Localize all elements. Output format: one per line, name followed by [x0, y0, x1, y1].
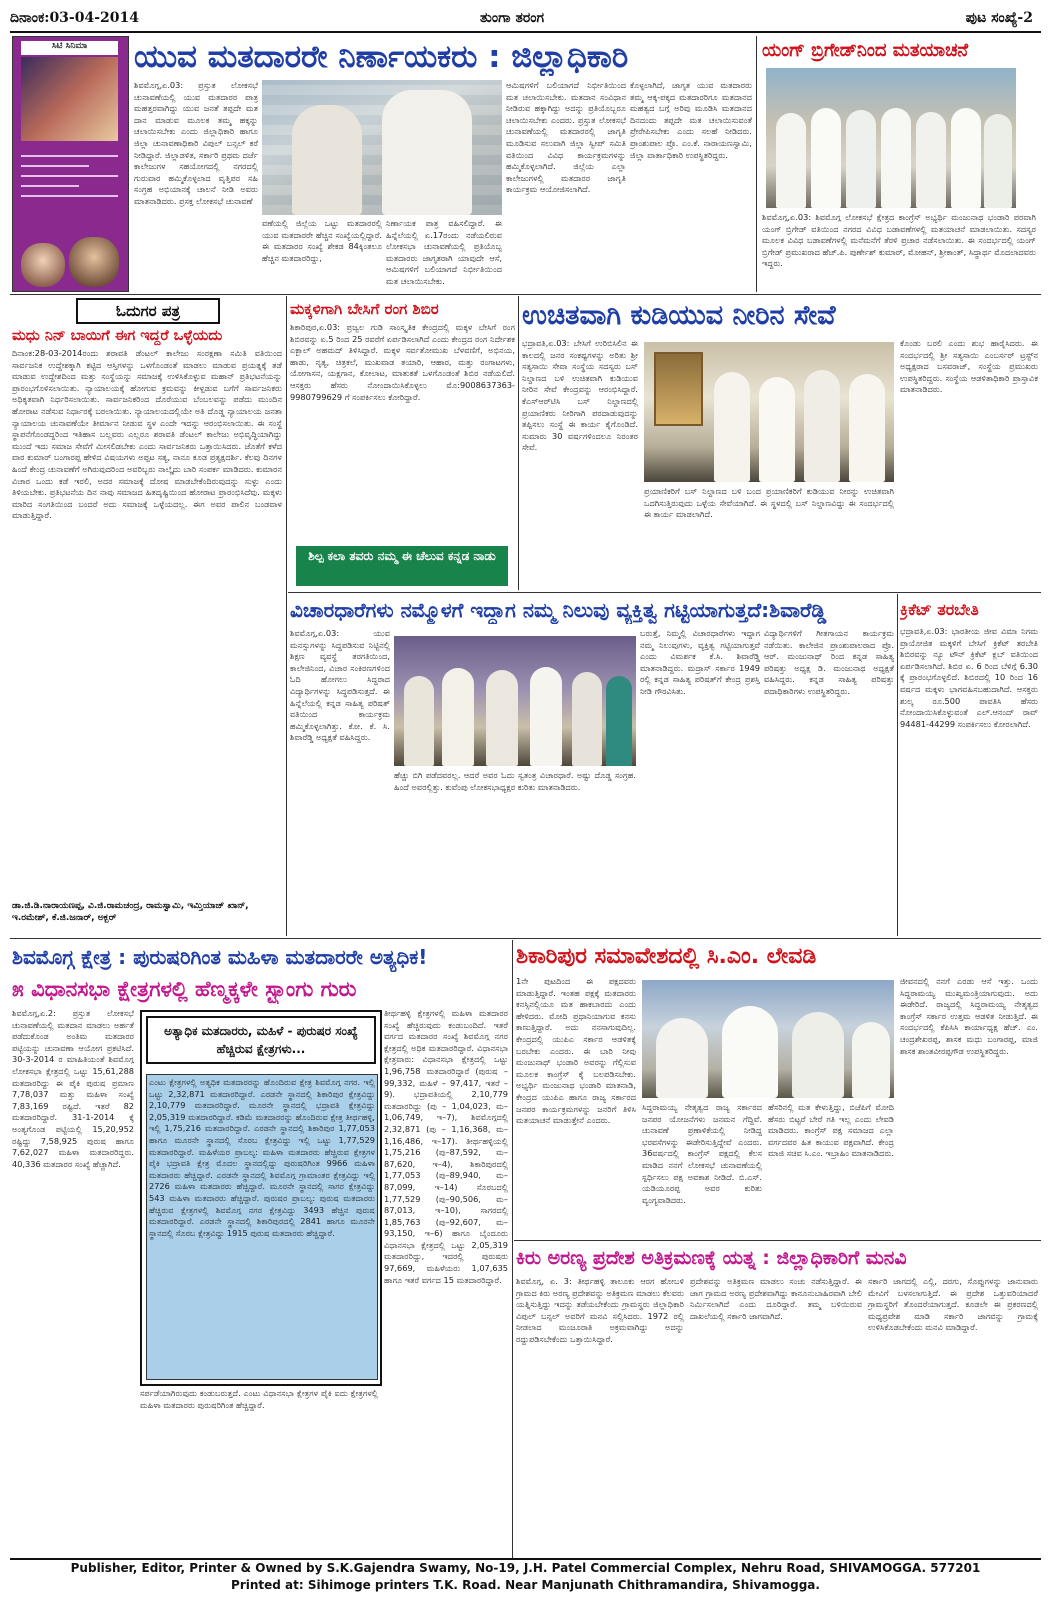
women-voters-bottom-strip: ಸರ್ಪಡೆಯಾಗಿರುವುದು ಕಂಡುಬರುತ್ತದೆ. ಎಂಟು ವಿಧಾನಸಭಾ ಕ್ಷೇತ್ರಗಳ ಪೈಕಿ ಐದು ಕ್ಷೇತ್ರಗಳಲ್ಲಿ ಮಹಿಳಾ ಮತದಾರರು ಪುರುಷರಿಗಿಂತ ಹೆಚ್ಚಿದ್ದಾರೆ. [140, 1388, 378, 1410]
vichara-col-1: ಶಿವಮೊಗ್ಗ,ಏ.03: ಯುವ ಮನಸ್ಸುಗಳನ್ನು ಸಿದ್ಧಪಡಿಸುವ ನಿಟ್ಟಿನಲ್ಲಿ ಶಿಕ್ಷಣ ವ್ಯವಸ್ಥೆ ತರಗತಿಯಿಂದ, ಕಾಲೇಜಿನಿಂದ, ವಿಚಾರ ಸಂಕಿರಣಗಳಿಂದ ಓದಿ ಹೋಗಲು ಸಿದ್ಧರಾದ ವಿದ್ಯಾರ್ಥಿಗಳನ್ನು ಸಿದ್ಧಪಡಿಸುತ್ತದೆ. ಈ ಹಿನ್ನೆಲೆಯಲ್ಲಿ ಕನ್ನಡ ಸಾಹಿತ್ಯ ಪರಿಷತ್ ವತಿಯಿಂದ ಕಾರ್ಯಕ್ರಮ ಹಮ್ಮಿಕೊಳ್ಳಲಾಗಿತ್ತು. ಕೋ. ಕೆ. ಸಿ. ಶಿವಾರೆಡ್ಡಿ ಅಧ್ಯಕ್ಷತೆ ವಹಿಸಿದ್ದರು. [290, 628, 390, 743]
forest-headline: ಕಿರು ಅರಣ್ಯ ಪ್ರದೇಶ ಅತಿಕ್ರಮಣಕ್ಕೆ ಯತ್ನ : ಜಿಲ್ಲಾಧಿಕಾರಿಗೆ ಮನವಿ [516, 1247, 907, 1269]
kids-camp-body: ಶಿಕಾರಿಪುರ,ಏ.03: ಪ್ರಜ್ವಲ ಗುಡಿ ಸಾಂಸ್ಕೃತಿಕ ಕೇಂದ್ರದಲ್ಲಿ ಮಕ್ಕಳ ಬೇಸಿಗೆ ರಂಗ ಶಿಬಿರವನ್ನು ಏ.5 ರಿಂದ 25 ರವರೆಗೆ ಏರ್ಪಡಿಸಲಾಗಿದೆ ಎಂದು ಕೇಂದ್ರದ ರಂಗ ನಿರ್ದೇಶಕ ಎಕ್ಬಾಲ್ ಅಹಮದ್ ತಿಳಿಸಿದ್ದಾರೆ. ಮಕ್ಕಳ ಸರ್ವತೋಮುಖ ಬೆಳವಣಿಗೆ, ಅಭಿನಯ, ಹಾಡು, ನೃತ್ಯ, ಚಿತ್ರಕಲೆ, ಮುಖವಾಡ ತಯಾರಿ, ಆಹಾರ, ಮತ್ತು ರಂಗಾಟಗಳು, ಯೋಗಾಸನ, ಯಕ್ಷಗಾನ, ಕೋಲಾಟ, ಮಾತುಕತೆ ಒಳಗೊಂಡಂತೆ ಶಿಬಿರ ನಡೆಯಲಿದೆ. ಆಸಕ್ತರು ಹೆಸರು ನೋಂದಾಯಿಸಿಕೊಳ್ಳಲು ಮೊ:9008637363-9980799629 ಗೆ ಸಂಪರ್ಕಿಸಲು ಕೋರಿದ್ದಾರೆ. [290, 322, 515, 402]
lead-headline: ಯುವ ಮತದಾರರೇ ನಿರ್ಣಾಯಕರು : ಜಿಲ್ಲಾಧಿಕಾರಿ [134, 39, 629, 75]
cricket-body: ಭದ್ರಾವತಿ,ಏ.03: ಭಾರತೀಯ ಜೀವ ವಿಮಾ ನಿಗಮ ಪ್ರಾಯೋಜಿತ ಮಕ್ಕಳಿಗೆ ಬೇಸಿಗೆ ಕ್ರಿಕೆಟ್ ತರಬೇತಿ ಶಿಬಿರವನ್ನು ನ್ಯೂ ಟೌನ್ ಕ್ರಿಕೆಟ್ ಕ್ಲಬ್ ವತಿಯಿಂದ ಏರ್ಪಡಿಸಲಾಗಿದೆ. ಶಿಬಿರ ಏ. 6 ರಿಂದ ಬೆಳಿಗ್ಗೆ 6.30 ಕ್ಕೆ ಪ್ರಾರಂಭಗೊಳ್ಳಲಿದೆ. ಶಿಬಿರದಲ್ಲಿ 10 ರಿಂದ 16 ವರ್ಷದ ಮಕ್ಕಳು ಭಾಗವಹಿಸಬಹುದಾಗಿದೆ. ಆಸಕ್ತರು ಶುಲ್ಕ ರೂ.500 ಪಾವತಿಸಿ ಹೆಸರು ನೋಂದಾಯಿಸಿಕೊಳ್ಳುವಂತೆ ಎಲ್.ಆನಂದ್ ರಾವ್ 94481-44299 ಸಂಪರ್ಕಿಸಲು ಕೋರಲಾಗಿದೆ. [900, 626, 1038, 729]
forest-col-2: ಪ್ರದೇಶವನ್ನು ಅತಿಕ್ರಮಣ ಮಾಡಲು ಸಂಚು ನಡೆಸುತ್ತಿದ್ದಾರೆ. ಈ ಜಾಗ ಗ್ರಾಮದ ಅರಣ್ಯ ಪ್ರದೇಶವಾಗಿದ್ದು ಕಾನೂನುಬಾಹಿರವಾಗಿ ಬೇಲಿ ನಿರ್ಮಿಸಲಾಗಿದೆ ಎಂದು ದೂರಿದ್ದಾರೆ. ತಮ್ಮ ಬಳಿಯಿರುವ ದಾಖಲೆಯಲ್ಲಿ ಸರ್ಕಾರಿ ಜಾಗವಾಗಿದೆ. [690, 1276, 862, 1321]
reader-letters-signature: ಡಾ.ಜಿ.ಡಿ.ನಾರಾಯಣಪ್ಪ, ವಿ.ಜಿ.ರಾಮಚಂದ್ರ, ರಾಮಸ್ವಾಮಿ, ಇಮ್ತಿಯಾಜ್ ಖಾನ್, ಇ.ರಮೇಶ್, ಕೆ.ಜಿ.ಜನಾರ್, ಅಕ್ಬರ್ [12, 901, 249, 923]
women-voters-headline: ಶಿವಮೊಗ್ಗ ಕ್ಷೇತ್ರ : ಪುರುಷರಿಗಿಂತ ಮಹಿಳಾ ಮತದಾರರೇ ಅತ್ಯಧಿಕ! [12, 945, 428, 969]
header-rule [10, 31, 1041, 33]
young-brigade-photo [766, 68, 1016, 208]
cm-rally-col-2: ಸಿದ್ದರಾಮಯ್ಯ ನೇತೃತ್ವದ ರಾಜ್ಯ ಸರ್ಕಾರದ ಜನಪರ ಯೋಜನೆಗಳು ಜನಮನ ಗೆದ್ದಿವೆ. ಚುನಾವಣೆ ಪ್ರಣಾಳಿಕೆಯಲ್ಲಿ ನೀಡಿದ್ದ ಭರವಸೆಗಳನ್ನು ಈಡೇರಿಸುತ್ತಿದ್ದೇವೆ ಎಂದರು. 36ವರ್ಷದಲ್ಲಿ ಕಾಂಗ್ರೆಸ್ ಪಕ್ಷದಲ್ಲಿ ಕೆಲಸ ಮಾಡಿದ ನನಗೆ ಲೋಕಸಭೆ ಚುನಾವಣೆಯಲ್ಲಿ ಸ್ಪರ್ಧಿಸಲು ಪಕ್ಷ ಅವಕಾಶ ನೀಡಿದೆ. ಬಿ.ಎಸ್. ಯಡಿಯೂರಪ್ಪ ಅವರ ಕುರಿತು ವ್ಯಂಗ್ಯವಾಡಿದರು. [642, 1102, 762, 1205]
cm-rally-headline: ಶಿಕಾರಿಪುರ ಸಮಾವೇಶದಲ್ಲಿ ಸಿ.ಎಂ. ಲೇವಡಿ [516, 944, 817, 969]
lead-photo [262, 80, 502, 215]
forest-col-1: ಶಿವಮೊಗ್ಗ, ಏ. 3: ತೀರ್ಥಹಳ್ಳಿ ತಾಲೂಕು ಆರಗ ಹೋಬಳಿ ಗ್ರಾಮದ ಕಿರು ಅರಣ್ಯ ಪ್ರದೇಶವನ್ನು ಅತಿಕ್ರಮಣ ಮಾಡಲು ಕೆಲವರು ಯತ್ನಿಸುತ್ತಿದ್ದು ಇದನ್ನು ತಡೆಯಬೇಕೆಂದು ಗ್ರಾಮಸ್ಥರು ಜಿಲ್ಲಾಧಿಕಾರಿ ವಿಪುಲ್ ಬನ್ಸಲ್ ಅವರಿಗೆ ಮನವಿ ಸಲ್ಲಿಸಿದರು. 1972 ರಲ್ಲಿ ನೀಡಲಾದ ಮಂಜೂರಾತಿ ಅಕ್ರಮವಾಗಿದ್ದು ಅದನ್ನು ರದ್ದುಪಡಿಸಬೇಕೆಂದು ಒತ್ತಾಯಿಸಿದ್ದಾರೆ. [516, 1276, 684, 1344]
vichara-headline: ವಿಚಾರಧಾರೆಗಳು ನಮ್ಮೊಳಗೆ ಇದ್ದಾಗ ನಮ್ಮ ನಿಲುವು ವ್ಯಕ್ತಿತ್ವ ಗಟ್ಟಿಯಾಗುತ್ತದೆ:ಶಿವಾರೆಡ್ಡಿ [290, 598, 827, 622]
lead-col-2: ವಣೆಯಲ್ಲಿ ಜಿಲ್ಲೆಯ ಒಟ್ಟು ಮತದಾರರಲ್ಲಿ ಯುವ ಮತದಾರರೇ ಹೆಚ್ಚಿನ ಸಂಖ್ಯೆಯಲ್ಲಿದ್ದಾರೆ. ಈ ಮತದಾರರ ಸಂಖ್ಯೆ ಶೇಕಡ 84ಕ್ಕಿಂತಲೂ ಹೆಚ್ಚಿನ ಮತದಾರರಿದ್ದು, [262, 218, 382, 263]
vichara-col-4: ವಿದ್ಯಾರ್ಥಿಗಳಿಗೆ ಗೀತಗಾಯನ ಕಾರ್ಯಕ್ರಮ ನಡೆಯಿತು. ಕಾಲೇಜಿನ ಪ್ರಾಂಶುಪಾಲರಾದ ಪ್ರೊ. ಆರ್. ಮಂಜುನಾಥ್ ರಿಂದ ಕನ್ನಡ ಸಾಹಿತ್ಯ ಪರಿಷತ್ತು ಅಧ್ಯಕ್ಷ ಡಿ. ಮಂಜುನಾಥ ಅಧ್ಯಕ್ಷತೆ ವಹಿಸಿದ್ದರು. ಕನ್ನಡ ಸಾಹಿತ್ಯ ಪರಿಷತ್ತು ಪದಾಧಿಕಾರಿಗಳು ಉಪಸ್ಥಿತರಿದ್ದರು. [764, 628, 894, 696]
cricket-headline: ಕ್ರಿಕೆಟ್ ತರಬೇತಿ [900, 600, 979, 619]
free-water-col-2: ಪ್ರಯಾಣಿಕರಿಗೆ ಬಸ್ ನಿಲ್ದಾಣದ ಬಳಿ ಬಂದ ಪ್ರಯಾಣಿಕರಿಗೆ ಕುಡಿಯುವ ನೀರನ್ನು ಉಚಿತವಾಗಿ ಒದಗಿಸುತ್ತಿರುವುದು ಒಳ್ಳೆಯ ಸೇವೆಯಾಗಿದೆ. ಈ ಸ್ಥಳದಲ್ಲಿ ಬಸ್ ನಿಲ್ದಾಣವಿದ್ದು ಈ ಸಂದರ್ಭದಲ್ಲಿ ಈ ಕಾರ್ಯ ಮಾಡಲಾಗಿದೆ. [644, 486, 894, 520]
free-water-col-1: ಭದ್ರಾವತಿ,ಏ.03: ಬೇಸಿಗೆ ಉರಿಬಿಸಿಲಿನ ಈ ಕಾಲದಲ್ಲಿ ಜನರ ಸಂಕಷ್ಟಗಳನ್ನು ಅರಿತು ಶ್ರೀ ಸತ್ಯಸಾಯಿ ಸೇವಾ ಸಂಸ್ಥೆಯ ಸದಸ್ಯರು ಬಸ್ ನಿಲ್ದಾಣದ ಬಳಿ ಉಚಿತವಾಗಿ ಕುಡಿಯುವ ನೀರಿನ ಸೇವೆ ಕೇಂದ್ರವನ್ನು ಆರಂಭಿಸಿದ್ದಾರೆ. ಕೆಎಸ್‌ಆರ್‌ಟಿಸಿ ಬಸ್ ನಿಲ್ದಾಣದಲ್ಲಿ ಪ್ರಯಾಣಿಕರು ನೀರಿಗಾಗಿ ಪರದಾಡುವುದನ್ನು ತಪ್ಪಿಸಲು ಸಂಸ್ಥೆ ಈ ಕಾರ್ಯ ಕೈಗೊಂಡಿದೆ. ಸುಮಾರು 30 ವರ್ಷಗಳಿಂದಲೂ ನಿರಂತರ ಸೇವೆ. [522, 338, 638, 453]
imprint-line-2: Printed at: Sihimoge printers T.K. Road. Near Manjunath Chithramandira, Shivamogga. [231, 1578, 820, 1592]
cm-rally-col-1: 1ನೇ ಪುಟದಿಂದ ಈ ಪಕ್ಷದವರು ಮಾಡುತ್ತಿದ್ದಾರೆ. ಇಂತಹ ಪಕ್ಷಕ್ಕೆ ಮತದಾರರು ಕನಸ್ಸಿನಲ್ಲಿಯೂ ಮತ ಹಾಕಬಾರದು ಎಂದು ಹೇಳಿದರು. ಮೋದಿ ಪ್ರಧಾನಿಯಾಗುವ ಕನಸು ಕಾಣುತ್ತಿದ್ದಾರೆ. ಅದು ನನಸಾಗುವುದಿಲ್ಲ. ಕೇಂದ್ರದಲ್ಲಿ ಯುಪಿಎ ಸರ್ಕಾರ ಆಡಳಿತಕ್ಕೆ ಬರಬೇಕು ಎಂದರು. ಈ ಬಾರಿ ನೀವು ಮಂಜುನಾಥ್ ಭಂಡಾರಿ ಅವರನ್ನು ಗೆಲ್ಲಿಸುವ ಮೂಲಕ ಕಾಂಗ್ರೆಸ್ ಕೈ ಬಲಪಡಿಸಬೇಕು. ಅಭ್ಯರ್ಥಿ ಮಂಜುನಾಥ ಭಂಡಾರಿ ಮಾತನಾಡಿ, ಕೇಂದ್ರದ ಯುಪಿಎ ಹಾಗೂ ರಾಜ್ಯ ಸರ್ಕಾರದ ಜನಪರ ಕಾರ್ಯಕ್ರಮಗಳನ್ನು ಜನರಿಗೆ ತಿಳಿಸಿ ಮತಯಾಚನೆ ಮಾಡುತ್ತೇನೆ ಎಂದರು. [516, 976, 636, 1126]
reader-letters-headline: ಮಧು ನಿನ್ ಬಾಯಿಗೆ ಈಗ ಇದ್ದರೆ ಒಳ್ಳೆಯದು [12, 328, 223, 344]
voters-stats-box [140, 1010, 382, 1386]
masthead [10, 6, 1041, 32]
young-brigade-body: ಶಿವಮೊಗ್ಗ,ಏ.03: ಶಿವಮೊಗ್ಗ ಲೋಕಸಭೆ ಕ್ಷೇತ್ರದ ಕಾಂಗ್ರೆಸ್ ಅಭ್ಯರ್ಥಿ ಮಂಜುನಾಥ ಭಂಡಾರಿ ಪರವಾಗಿ ಯಂಗ್ ಬ್ರಿಗೇಡ್ ವತಿಯಿಂದ ನಗರದ ವಿವಿಧ ಬಡಾವಣೆಗಳಲ್ಲಿ ಮತಯಾಚನೆ ಮಾಡಲಾಯಿತು. ಸದಸ್ಯರ ಮೂಲಕ ವಿವಿಧ ಬಡಾವಣೆಗಳಲ್ಲಿ ಮನೆಮನೆಗೆ ತೆರಳಿ ಪ್ರಚಾರ ನಡೆಸಲಾಯಿತು. ಈ ಸಂದರ್ಭದಲ್ಲಿ ಯಂಗ್ ಬ್ರಿಗೇಡ್ ಪ್ರಮುಖರಾದ ಹೆಚ್.ಪಿ. ಪುರ್ಣೇಶ್ ಕುಮಾರ್, ಮೋಹನ್, ಶ್ರೀಕಾಂತ್, ಸಿದ್ಧಾರ್ಥ ಮೊದಲಾದವರು ಇದ್ದರು. [762, 212, 1036, 269]
voters-stats-box-title: ಅತ್ಯಾಧಿಕ ಮತದಾರರು, ಮಹಿಳೆ - ಪುರುಷರ ಸಂಖ್ಯೆ ಹೆಚ್ಚಿರುವ ಕ್ಷೇತ್ರಗಳು... [146, 1016, 376, 1064]
women-voters-col-1: ಶಿವಮೊಗ್ಗ,ಏ.2: ಪ್ರಸ್ತುತ ಲೋಕಸಭೆ ಚುನಾವಣೆಯಲ್ಲಿ ಮತದಾನ ಮಾಡಲು ಅರ್ಹತೆ ಪಡೆದುಕೊಂಡ ಅಂತಿಮ ಮತದಾರರ ಪಟ್ಟಿಯನ್ನು ಚುನಾವಣಾ ಆಯೋಗ ಪ್ರಕಟಿಸಿದೆ. 30-3-2014 ರ ಮಾಹಿತಿಯಂತೆ ಶಿವಮೊಗ್ಗ ಲೋಕಸಭಾ ಕ್ಷೇತ್ರದಲ್ಲಿ ಒಟ್ಟು 15,61,288 ಮತದಾರರಿದ್ದು ಈ ಪೈಕಿ ಪುರುಷ ಪ್ರಮಾಣ 7,78,037 ಮತ್ತು ಮಹಿಳಾ ಸಂಖ್ಯೆ 7,83,169 ರಷ್ಟಿದೆ. ಇತರೆ 82 ಮತದಾರರಿದ್ದಾರೆ. 31-1-2014 ಕ್ಕೆ ಅಂತ್ಯಗೊಂಡ ಪಟ್ಟಿಯಲ್ಲಿ 15,20,952 ರಷ್ಟಿದ್ದು 7,58,925 ಪುರುಷ ಹಾಗೂ 7,62,027 ಮಹಿಳಾ ಮತದಾರರಿದ್ದರು. 40,336 ಮತದಾರರ ಸಂಖ್ಯೆ ಹೆಚ್ಚಾಗಿದೆ. [12, 1008, 134, 1169]
lead-col-5: ಕೊಳ್ಳಲಾಗಿದೆ, ಜಾಗೃತ ಯುವ ಮತದಾರರು ತಮ್ಮ ಆಕ್ಕ-ಪಕ್ಕದ ಮತದಾರರಿಗೂ ಮತದಾನದ ಮಹತ್ವದ ಬಗ್ಗೆ ಅರಿವು ಮೂಡಿಸಿ ಮತದಾನದ ದಿನದಂದು ತಪ್ಪದೇ ಮತ ಚಲಾಯಿಸುವಂತೆ ಪ್ರೇರೇಪಿಸಬೇಕು ಎಂದು ಸಲಹೆ ನೀಡಿದರು. ಪ್ರಾಂಶುಪಾಲ ಪ್ರೊ. ಎಂ.ಕೆ. ನಾರಾಯಣಸ್ವಾಮಿ, ಜಿಲ್ಲಾ ವಾರ್ತಾಧಿಕಾರಿ ಉಪಸ್ಥಿತರಿದ್ದರು. [630, 80, 752, 160]
shilpa-banner: ಶಿಲ್ಪ ಕಲಾ ತವರು ನಮ್ಮ ಈ ಚೆಲುವ ಕನ್ನಡ ನಾಡು [296, 546, 508, 586]
imprint [10, 1560, 1041, 1598]
movie-poster [21, 57, 118, 141]
vichara-col-2: ಹೆಚ್ಚು ಬಿಗಿ ಪಡೆದವರಲ್ಲ. ಆದರೆ ಅವರ ಓದು ಸ್ವತಂತ್ರ ವಿಚಾರಧಾರೆ. ಅಷ್ಟು ದೊಡ್ಡ ಸಂಗ್ರಹ. ಹಿಂದೆ ಅವರಲ್ಲಿತ್ತು. ಕುವೆಂಪು ಲೋಕಸಭಾಧ್ಯಕ್ಷರ ಕುರಿತು ಮಾತನಾಡಿದರು. [394, 770, 636, 792]
actor-photo-2 [69, 237, 119, 287]
reader-letters-body: ದಿನಾಂಕ:28-03-2014ರಂದು ಶರಾವತಿ ಡೆಂಟಲ್ ಕಾಲೇಜು ಸಂರಕ್ಷಣಾ ಸಮಿತಿ ವತಿಯಿಂದ ಸಾರ್ವಜನಿಕ ಉದ್ದೇಶಕ್ಕಾಗಿ ಕಟ್ಟಿದ ಆಸ್ತಿಗಳನ್ನು ಒಳಗೊಂಡಂತೆ ಮಾಡಲು ಮಾಡುವ ಪ್ರಯತ್ನಕ್ಕೆ ತಡೆ ಮಾಡುವ ಉದ್ದೇಶದಿಂದ ಮತ್ತು ಸಂಸ್ಥೆಯನ್ನು ಸಮಾಜಕ್ಕೆ ಉಳಿಸಿಕೊಳ್ಳುವ ಮಹಾನ್ ಪ್ರತಿಭಟನೆಯನ್ನು ಪ್ರಾರಂಭಗೊಳಿಸಲಾಯಿತು. ನ್ಯಾಯಾಲಯಕ್ಕೆ ಹೋಗುವ ಕ್ರಮವನ್ನು ಕೀಳ್ಪಡುವ ಬಗೆಗೆ ಸಾರ್ವಜನಿಕರು ಅಧಿಕೃತವಾಗಿ ನಿರ್ಧರಿಸಲಾಯಿತು. ಸಾರ್ವಜನಿಕರಿಂದ ದೊರೆಯುವ ಬೆಂಬಲವನ್ನು ಪಡೆದು ಮುಂದಿನ ಹೋರಾಟ ನಡೆಸುವ ನಿರ್ಧಾರಕ್ಕೆ ಬರಲಾಯಿತು. ನ್ಯಾಯಾಲಯದಲ್ಲಿಯೇ ಅತಿ ದೊಡ್ಡ ನ್ಯಾಯಾಲಯ ಜನತಾ ನ್ಯಾಯಾಲಯ ಚುನಾವಣೆಯೇ ತೀರ್ಮಾನ ನೀಡುವ ಸ್ಥಳ ಎಂದೇ ಇದನ್ನು ಆರಂಭಿಸಲಾಯಿತು. ಈ ಸಂಸ್ಥೆ ಸ್ಥಾಪನೆಗೊಂಡದ್ದರಿಂದ ಇತಿಹಾಸ ಬಲ್ಲವರು ಎಲ್ಲರೂ ಶರಾವತಿ ಡೆಂಟಲ್ ಕಾಲೇಜು ಅಭಿವೃದ್ಧಿಯಾಗಿದ್ದು ಮುಂದೆ ಇದು ಸಮಾಜ ಸೇವೆಗೆ ಮೀಸಲಿಡಬೇಕು ಎಂದು ಸಾರ್ವಜನಿಕರು ಒತ್ತಾಯಿಸಿದರು. ಜೊತೆಗೆ ಕಳೆದ ವಾರ ಕುಮಾರ್ ಬಂಗಾರಪ್ಪ ಹೇಳಿದ ವಿಷಯಗಳು ಅಪ್ಪಟ ಸತ್ಯ, ನಾನೂ ಕೂಡ ಪ್ರತ್ಯಕ್ಷದರ್ಶಿ. ಕೆಲವು ದಿನಗಳ ಹಿಂದೆ ಕೇಂದ್ರ ಚುನಾವಣೆಗೆ ಅಗಿರುವುದರಿಂದ ಅವರಿಬ್ಬರು ನಾಲ್ಕೈದು ಬಾರಿ ಸಂಪರ್ಕ ಮಾಡಿದರು. ಕುಮಾರನ ವಿಚಾರ ಒಂದು ಕಡೆ ಇರಲಿ, ಅದರ ಸಮಾಜಕ್ಕೆ ದೋಷ ಮಾಡಬೇಕೆಂದಿರುವುದನ್ನು ಸುಳ್ಳು ಎಂದು ತಿಳಿಯಬೇಕು. ಪ್ರತಿಭಟನೆಯ ದಿನ ನಾವು ಸಮಾಜದ ಹಿತದೃಷ್ಟಿಯಿಂದ ಹೋರಾಟ ಪ್ರಾರಂಭಿಸಿದೆವು. ಮಕ್ಕಳು ಮಾರಿದ ಸಂಗತಿಯಿಂದ ಬಂದರೆ ಅದು ಸಮಾಜಕ್ಕೆ ಒಳ್ಳೆಯದಲ್ಲ. ಈಗ ಅವರ ಪಾಲಿನ ಬಂಡವಾಳ ಮಾಡುತ್ತಿದ್ದಾರೆ. [12, 348, 282, 521]
reader-letters-title: ಓದುಗರ ಪತ್ರ [76, 298, 220, 324]
lead-col-1: ಶಿವಮೊಗ್ಗ,ಏ.03: ಪ್ರಸ್ತುತ ಲೋಕಸಭೆ ಚುನಾವಣೆಯಲ್ಲಿ ಯುವ ಮತದಾರರ ಪಾತ್ರ ಮಹತ್ತರವಾಗಿದ್ದು ಯುವ ಜನತೆ ತಪ್ಪದೇ ಮತ ದಾನ ಮಾಡುವ ಮೂಲಕ ತಮ್ಮ ಹಕ್ಕನ್ನು ಚಲಾಯಿಸಬೇಕು ಎಂದು ಜಿಲ್ಲಾಧಿಕಾರಿ ಹಾಗೂ ಜಿಲ್ಲಾ ಚುನಾವಣಾಧಿಕಾರಿ ವಿಪುಲ್ ಬನ್ಸಲ್ ಕರೆ ನೀಡಿದ್ದಾರೆ. ಜಿಲ್ಲಾಡಳಿತ, ಸರ್ಕಾರಿ ಪ್ರಥಮ ದರ್ಜೆ ಕಾಲೇಜುಗಳ ಸಹಯೋಗದಲ್ಲಿ ನಗರದಲ್ಲಿ ಗುರುವಾರ ಹಮ್ಮಿಕೊಳ್ಳಲಾದ ವೃತ್ತಿಪರ ಸಹಿ ಸಂಗ್ರಹ ಅಭಿಯಾನಕ್ಕೆ ಚಾಲನೆ ನೀಡಿ ಅವರು ಮಾತನಾಡಿದರು. ಪ್ರಸಕ್ತ ಲೋಕಸಭೆ ಚುನಾವಣೆ [134, 80, 258, 206]
kids-camp-headline: ಮಕ್ಕಳಿಗಾಗಿ ಬೇಸಿಗೆ ರಂಗ ಶಿಬಿರ [290, 300, 439, 318]
page-number: ಪುಟ ಸಂಖ್ಯೆ-2 [965, 10, 1033, 26]
vichara-photo [394, 636, 636, 766]
paper-name: ತುಂಗಾ ತರಂಗ [480, 10, 545, 26]
lead-col-4: ಆಮಿಷಗಳಿಗೆ ಬಲಿಯಾಗದೆ ನಿರ್ಭೀತಿಯಿಂದ ಮತ ಚಲಾಯಿಸಬೇಕು. ಮತದಾನ ಸಂವಿಧಾನ ನೀಡಿರುವ ಹಕ್ಕಾಗಿದ್ದು ಅದನ್ನು ಪ್ರತಿಯೊಬ್ಬರೂ ಚಲಾಯಿಸಬೇಕು ಎಂದರು. ಪ್ರಸ್ತುತ ಲೋಕಸಭೆ ಚುನಾವಣೆಯಲ್ಲಿ ಮತದಾರರಲ್ಲಿ ಜಾಗೃತಿ ಮೂಡಿಸುವ ಸಲುವಾಗಿ ಜಿಲ್ಲಾ ಸ್ವೀಪ್ ಸಮಿತಿ ವತಿಯಿಂದ ವಿವಿಧ ಕಾರ್ಯಕ್ರಮಗಳನ್ನು ಹಮ್ಮಿಕೊಳ್ಳಲಾಗಿದೆ. ಜಿಲ್ಲೆಯ ಎಲ್ಲಾ ಕಾಲೇಜುಗಳಲ್ಲಿ ಮತದಾರರ ಜಾಗೃತಿ ಕಾರ್ಯಕ್ರಮ ಆಯೋಜಿಸಲಾಗಿದೆ. [506, 80, 626, 195]
movie-ad [12, 36, 129, 292]
free-water-headline: ಉಚಿತವಾಗಿ ಕುಡಿಯುವ ನೀರಿನ ಸೇವೆ [522, 300, 836, 331]
cm-rally-photo [642, 980, 894, 1098]
actor-photo-1 [21, 243, 65, 287]
women-voters-subhead: ೫ ವಿಧಾನಸಭಾ ಕ್ಷೇತ್ರಗಳಲ್ಲಿ ಹೆಣ್ಮಕ್ಕಳೇ ಸ್ಟ್ರಾಂಗು ಗುರು [12, 977, 357, 1001]
free-water-photo [644, 342, 894, 482]
issue-date: ದಿನಾಂಕ:03-04-2014 [10, 10, 139, 26]
forest-col-3: ಸರ್ಕಾರಿ ಜಾಗದಲ್ಲಿ ಎಲ್ಲಿ, ದರಗು, ಸೊಪ್ಪುಗಳನ್ನು ಜಾನುವಾರು ಮೇವಿಗೆ ಬಳಸಲಾಗುತ್ತಿದೆ. ಈ ಪ್ರದೇಶ ಒತ್ತುವರಿಯಾದರೆ ಗ್ರಾಮಸ್ಥರಿಗೆ ತೊಂದರೆಯಾಗುತ್ತದೆ. ಕೂಡಲೇ ಈ ಪ್ರಕರಣದಲ್ಲಿ ಮಧ್ಯಪ್ರವೇಶ ಮಾಡಿ ಸರ್ಕಾರಿ ಜಾಗವನ್ನು ಗ್ರಾಮಕ್ಕೆ ಉಳಿಸಿಕೊಡಬೇಕೆಂದು ಮನವಿ ಮಾಡಿದ್ದಾರೆ. [868, 1276, 1038, 1333]
movie-details [21, 147, 118, 247]
cm-rally-col-3: ಹೆಸರಿನಲ್ಲಿ ಮತ ಕೇಳುತ್ತಿದ್ದು, ಬಿಜೆಪಿಗೆ ಮೋದಿ ಹೆಸರು ಬಿಟ್ಟರೆ ಬೇರೆ ಗತಿ ಇಲ್ಲ ಎಂದು ಲೇವಡಿ ಮಾಡಿದರು. ಕಾಂಗ್ರೆಸ್ ಪಕ್ಷ ಸಮಾಜದ ಎಲ್ಲಾ ವರ್ಗದವರ ಹಿತ ಕಾಯುವ ಪಕ್ಷವಾಗಿದೆ. ಕೇಂದ್ರ ಮಾಜಿ ಸಚಿವ ಸಿ.ಎಂ. ಇಬ್ರಾಹಿಂ ಮಾತನಾಡಿದರು. [768, 1102, 894, 1159]
women-voters-col-3: ತೀರ್ಥಹಳ್ಳಿ ಕ್ಷೇತ್ರಗಳಲ್ಲಿ ಮಹಿಳಾ ಮತದಾರರ ಸಂಖ್ಯೆ ಹೆಚ್ಚಿರುವುದು ಕಂಡುಬಂದಿದೆ. ಇತರೆ ವರ್ಗದ ಮತದಾರರ ಸಂಖ್ಯೆ ಶಿವಮೊಗ್ಗ ನಗರ ಕ್ಷೇತ್ರದಲ್ಲಿ ಅಧಿಕ ಮತದಾರರಿದ್ದಾರೆ. ವಿಧಾನಸಭಾ ಕ್ಷೇತ್ರವಾರು: ವಿಧಾನಸಭಾ ಕ್ಷೇತ್ರದಲ್ಲಿ ಒಟ್ಟು 1,96,758 ಮತದಾರರಿದ್ದಾರೆ (ಪುರುಷ – 99,332, ಮಹಿಳೆ – 97,417, ಇತರೆ – 9). ಭದ್ರಾವತಿಯಲ್ಲಿ 2,10,779 ಮತದಾರರಿದ್ದು (ಪು – 1,04,023, ಮ–1,06,749, ಇ–7), ಶಿವಮೊಗ್ಗದಲ್ಲಿ 2,32,871 (ಪು – 1,16,368, ಮ–1,16,486, ಇ–17). ತೀರ್ಥಹಳ್ಳಿಯಲ್ಲಿ 1,75,216 (ಪು–87,592, ಮ–87,620, ಇ–4), ಶಿಕಾರಿಪುರದಲ್ಲಿ 1,77,053 (ಪು–89,940, ಮ–87,099, ಇ–14) ಸೊರಬದಲ್ಲಿ 1,77,529 (ಪು–90,506, ಮ–87,013, ಇ–10), ಸಾಗರದಲ್ಲಿ 1,85,763 (ಪು–92,607, ಮ–93,150, ಇ–6) ಹಾಗೂ ಬೈಂದೂರು ವಿಧಾನಸಭಾ ಕ್ಷೇತ್ರದಲ್ಲಿ ಒಟ್ಟು 2,05,319 ಮತದಾರರಿದ್ದು, ಇದರಲ್ಲಿ ಪುರುಷರು 97,669, ಮಹಿಳೆಯರು 1,07,635 ಹಾಗೂ ಇತರೆ ವರ್ಗದ 15 ಮತದಾರರಿದ್ದಾರೆ. [384, 1008, 508, 1285]
lead-col-3: ನಿರ್ಣಾಯಕ ಪಾತ್ರ ವಹಿಸಲಿದ್ದಾರೆ. ಈ ಹಿನ್ನೆಲೆಯಲ್ಲಿ ಏ.17ರಂದು ನಡೆಯಲಿರುವ ಲೋಕಸಭಾ ಚುನಾವಣೆಯಲ್ಲಿ ಪ್ರತಿಯೊಬ್ಬ ಮತದಾರರು ಜಾಗೃತರಾಗಿ ಯಾವುದೇ ಆಸೆ, ಆಮಿಷಗಳಿಗೆ ಬಲಿಯಾಗದೆ ನಿರ್ಭೀತಿಯಿಂದ ಮತ ಚಲಾಯಿಸಬೇಕು. [386, 218, 502, 286]
imprint-line-1: Publisher, Editor, Printer & Owned by S.K.Gajendra Swamy, No-19, J.H. Patel Commercial Complex, Nehru Road, SHIVAMOGGA. 577201 [70, 1561, 981, 1575]
vichara-col-3: ಬರುತ್ತೆ, ನಿಮ್ಮಲ್ಲಿ ವಿಚಾರಧಾರೆಗಳು ಇದ್ದಾಗ ನಮ್ಮ ನಿಲುವುಗಳು, ವ್ಯಕ್ತಿತ್ವ ಗಟ್ಟಿಯಾಗುತ್ತವೆ ಎಂದು ವಿಮರ್ಶಕ ಕೆ.ಸಿ. ಶಿವಾರೆಡ್ಡಿ ಮಾತನಾಡಿದ್ದರು. ಮದ್ರಾಸ್ ಸರ್ಕಾರ 1949 ರಲ್ಲಿ ಕನ್ನಡ ಸಾಹಿತ್ಯ ಪರಿಷತ್‌ಗೆ ಕೇಂದ್ರ ಪ್ರಶಸ್ತಿ ನೀಡಿ ಗೌರವಿಸಿತು. [640, 628, 760, 696]
cm-rally-col-4: ಜೀವನದಲ್ಲಿ ನನಗೆ ಎರಡು ಆಸೆ ಇತ್ತು. ಒಂದು ಸಿದ್ದರಾಮಯ್ಯ ಮುಖ್ಯಮಂತ್ರಿಯಾಗುವುದು. ಅದು ಈಡೇರಿದೆ. ರಾಜ್ಯದಲ್ಲಿ ಸಿದ್ದರಾಮಯ್ಯ ನೇತೃತ್ವದ ಕಾಂಗ್ರೆಸ್ ಸರ್ಕಾರ ಉತ್ತಮ ಆಡಳಿತ ನೀಡುತ್ತಿದೆ. ಈ ಸಂದರ್ಭದಲ್ಲಿ ಕೆಪಿಸಿಸಿ ಕಾರ್ಯಾಧ್ಯಕ್ಷ ಹೆಚ್. ಎಂ. ಚಂದ್ರಶೇಖರಪ್ಪ, ಶಾಸಕ ಮಧು ಬಂಗಾರಪ್ಪ, ಮಾಜಿ ಶಾಸಕ ಶಾಂತವೀರಪ್ಪಗೌಡ ಉಪಸ್ಥಿತರಿದ್ದರು. [900, 976, 1038, 1056]
movie-ad-title: ಸಿಟಿ ಸಿನಿಮಾ [21, 41, 118, 55]
free-water-col-3: ಕೊಂಡು ಬರಲಿ ಎಂದು ಶುಭ ಹಾರೈಸಿದರು. ಈ ಸಂದರ್ಭದಲ್ಲಿ ಶ್ರೀ ಸತ್ಯಸಾಯಿ ಎಂಬರ್ಸರ್ ಟ್ರಸ್ಟ್‌ನ ಅಧ್ಯಕ್ಷರಾದ ಬಸವರಾಜ್, ಸಂಸ್ಥೆಯ ಪ್ರಮುಖರು ಉಪಸ್ಥಿತರಿದ್ದರು. ಸಂಸ್ಥೆಯ ಆಡಳಿತಾಧಿಕಾರಿ ಪ್ರಾಸ್ತಾವಿಕ ಮಾತನಾಡಿದರು. [900, 338, 1038, 395]
voters-stats-box-body: ಎಂಟು ಕ್ಷೇತ್ರಗಳಲ್ಲಿ ಅತ್ಯಧಿಕ ಮತದಾರರನ್ನು ಹೊಂದಿರುವ ಕ್ಷೇತ್ರ ಶಿವಮೊಗ್ಗ ನಗರ. ಇಲ್ಲಿ ಒಟ್ಟು 2,32,871 ಮತದಾರರಿದ್ದಾರೆ. ಎರಡನೇ ಸ್ಥಾನದಲ್ಲಿ ಶಿಕಾರಿಪುರ ಕ್ಷೇತ್ರವಿದ್ದು 2,10,779 ಮತದಾರರಿದ್ದಾರೆ. ಮೂರನೇ ಸ್ಥಾನದಲ್ಲಿ ಭದ್ರಾವತಿ ಕ್ಷೇತ್ರವಿದ್ದು 2,05,319 ಮತದಾರರಿದ್ದಾರೆ. ಕಡಿಮೆ ಮತದಾರರನ್ನು ಹೊಂದಿರುವ ಕ್ಷೇತ್ರ ತೀರ್ಥಹಳ್ಳಿ, ಇಲ್ಲಿ 1,75,216 ಮತದಾರರಿದ್ದಾರೆ. ಎರಡನೇ ಸ್ಥಾನದಲ್ಲಿ ಶಿಕಾರಿಪುರ 1,77,053 ಹಾಗೂ ಮೂರನೇ ಸ್ಥಾನದಲ್ಲಿ ಸೊರಬ ಕ್ಷೇತ್ರವಿದ್ದು ಇಲ್ಲಿ ಒಟ್ಟು 1,77,529 ಮತದಾರರಿದ್ದಾರೆ. ಮಹಿಳೆಯರ ಪ್ರಾಬಲ್ಯ: ಮಹಿಳಾ ಮತದಾರರು ಹೆಚ್ಚಿರುವ ಕ್ಷೇತ್ರಗಳ ಪೈಕಿ ಭದ್ರಾವತಿ ಕ್ಷೇತ್ರ ಮೊದಲ ಸ್ಥಾನದಲ್ಲಿದ್ದು ಪುರುಷರಿಗಿಂತ 9966 ಮಹಿಳಾ ಮತದಾರರು ಹೆಚ್ಚಿದ್ದಾರೆ. ಎರಡನೇ ಸ್ಥಾನದಲ್ಲಿ ಶಿವಮೊಗ್ಗ ಗ್ರಾಮಾಂತರ ಕ್ಷೇತ್ರವಿದ್ದು ಇಲ್ಲಿ 2726 ಮಹಿಳಾ ಮತದಾರರು ಹೆಚ್ಚಿದ್ದಾರೆ. ಮೂರನೇ ಸ್ಥಾನದಲ್ಲಿ ಸಾಗರ ಕ್ಷೇತ್ರವಿದ್ದು 543 ಮಹಿಳಾ ಮತದಾರರು ಹೆಚ್ಚಿದ್ದಾರೆ. ಪುರುಷರ ಪ್ರಾಬಲ್ಯ: ಪುರುಷ ಮತದಾರರು ಹೆಚ್ಚಿರುವ ಕ್ಷೇತ್ರಗಳಲ್ಲಿ ಶಿವಮೊಗ್ಗ ನಗರ ಕ್ಷೇತ್ರವಿದ್ದು 3493 ಹೆಚ್ಚಿನ ಪುರುಷ ಮತದಾರರಿದ್ದಾರೆ. ಎರಡನೇ ಸ್ಥಾನದಲ್ಲಿ ಶಿಕಾರಿಪುರದಲ್ಲಿ 2841 ಹಾಗೂ ಮೂರನೇ ಸ್ಥಾನದಲ್ಲಿ ಸೊರಬ ಕ್ಷೇತ್ರವಿದ್ದು 1915 ಪುರುಷ ಮತದಾರರು ಹೆಚ್ಚಿದ್ದಾರೆ. [146, 1074, 378, 1380]
young-brigade-headline: ಯಂಗ್ ಬ್ರಿಗೇಡ್‌ನಿಂದ ಮತಯಾಚನೆ [762, 40, 969, 61]
